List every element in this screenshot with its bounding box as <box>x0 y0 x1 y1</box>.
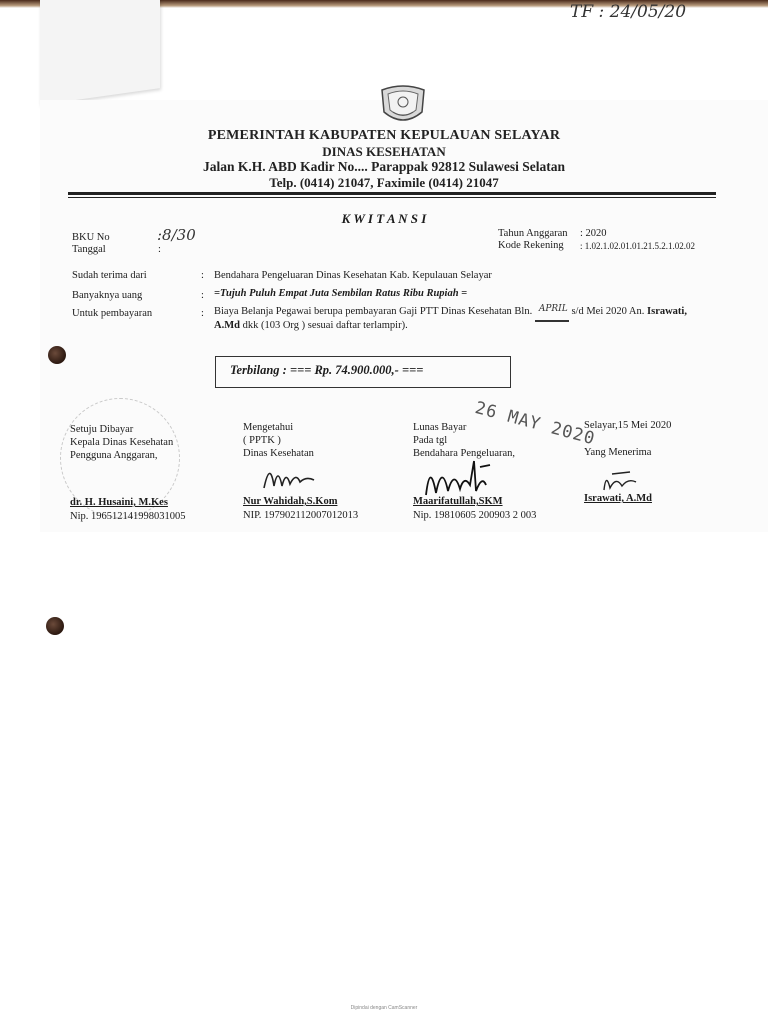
terbilang-text: Terbilang : === Rp. 74.900.000,- === <box>230 363 424 377</box>
untuk-text-a: Biaya Belanja Pegawai berupa pembayaran Gaji PTT Dinas Kesehatan Bln. <box>214 306 533 317</box>
sign1-nip: Nip. 196512141998031005 <box>70 511 186 522</box>
header-rule-thin <box>68 197 716 198</box>
tahun-value: : 2020 <box>580 228 607 239</box>
untuk-line1 <box>214 306 687 317</box>
untuk-text-c: dkk (103 Org ) sesuai daftar terlampir). <box>239 320 408 331</box>
header-government: PEMERINTAH KABUPATEN KEPULAUAN SELAYAR <box>207 128 561 143</box>
date-stamp: 26 MAY 2020 <box>472 398 598 450</box>
handwritten-annotation: TF : 24/05/20 <box>570 2 687 22</box>
banyak-value: =Tujuh Puluh Empat Juta Sembilan Ratus Ribu Rupiah = <box>214 288 468 299</box>
sign1-name: dr. H. Husaini, M.Kes <box>70 497 168 508</box>
receipt-title: K W I T A N S I <box>341 211 427 226</box>
header-phone: Telp. (0414) 21047, Faximile (0414) 21047 <box>269 175 499 190</box>
bku-label: BKU No <box>72 232 110 243</box>
sign3-line1: Lunas Bayar <box>413 422 467 433</box>
untuk-text-b: s/d Mei 2020 An. <box>571 306 645 317</box>
sign1-line3: Pengguna Anggaran, <box>70 450 158 461</box>
sudah-label: Sudah terima dari <box>72 270 147 281</box>
sign4-line2: Yang Menerima <box>584 447 652 458</box>
binder-hole-bottom <box>46 617 64 635</box>
banyak-colon: : <box>201 290 204 301</box>
sign3-line3: Bendahara Pengeluaran, <box>413 448 516 459</box>
banyak-label: Banyaknya uang <box>72 290 143 301</box>
sign2-nip: NIP. 197902112007012013 <box>243 510 359 521</box>
sign3-nip: Nip. 19810605 200903 2 003 <box>413 510 537 521</box>
strike-mark <box>535 320 569 322</box>
sign3-name: Maarifatullah,SKM <box>413 496 503 507</box>
untuk-recipient: Israwati, <box>647 306 687 317</box>
regency-emblem-icon <box>378 80 428 130</box>
sign2-line1: Mengetahui <box>243 422 294 433</box>
header-rule-thick <box>68 192 716 195</box>
binder-hole-top <box>48 346 66 364</box>
untuk-line2 <box>214 320 408 331</box>
tanggal-label: Tanggal <box>72 244 106 255</box>
sign3-signature <box>420 455 500 501</box>
scanner-footer: Dipindai dengan CamScanner <box>350 1005 418 1011</box>
untuk-correction: APRIL <box>538 304 568 314</box>
untuk-label: Untuk pembayaran <box>72 308 153 319</box>
sudah-value: Bendahara Pengeluaran Dinas Kesehatan Kab. Kepulauan Selayar <box>214 270 492 281</box>
sign4-name: Israwati, A.Md <box>584 493 652 504</box>
folded-paper-corner <box>40 0 160 105</box>
sign2-signature <box>256 458 326 494</box>
sign4-line1: Selayar,15 Mei 2020 <box>584 420 672 431</box>
sign2-name: Nur Wahidah,S.Kom <box>243 496 338 507</box>
header-agency: DINAS KESEHATAN <box>322 144 446 159</box>
sudah-colon: : <box>201 270 204 281</box>
sign1-line2: Kepala Dinas Kesehatan <box>70 437 174 448</box>
sign2-line3: Dinas Kesehatan <box>243 448 314 459</box>
tanggal-colon: : <box>158 244 161 255</box>
kode-label: Kode Rekening <box>498 240 564 251</box>
bku-value: :8/30 <box>157 226 196 244</box>
header-address: Jalan K.H. ABD Kadir No.... Parappak 92812 Sulawesi Selatan <box>202 159 566 174</box>
untuk-recipient-title: A.Md <box>214 320 240 331</box>
tahun-label: Tahun Anggaran <box>498 228 568 239</box>
kode-value: : 1.02.1.02.01.01.21.5.2.1.02.02 <box>580 241 696 251</box>
sign2-line2: ( PPTK ) <box>243 435 281 446</box>
untuk-colon: : <box>201 308 204 319</box>
sign3-line2: Pada tgl <box>413 435 448 446</box>
sign1-line1: Setuju Dibayar <box>70 424 134 435</box>
sign4-signature <box>598 468 642 494</box>
